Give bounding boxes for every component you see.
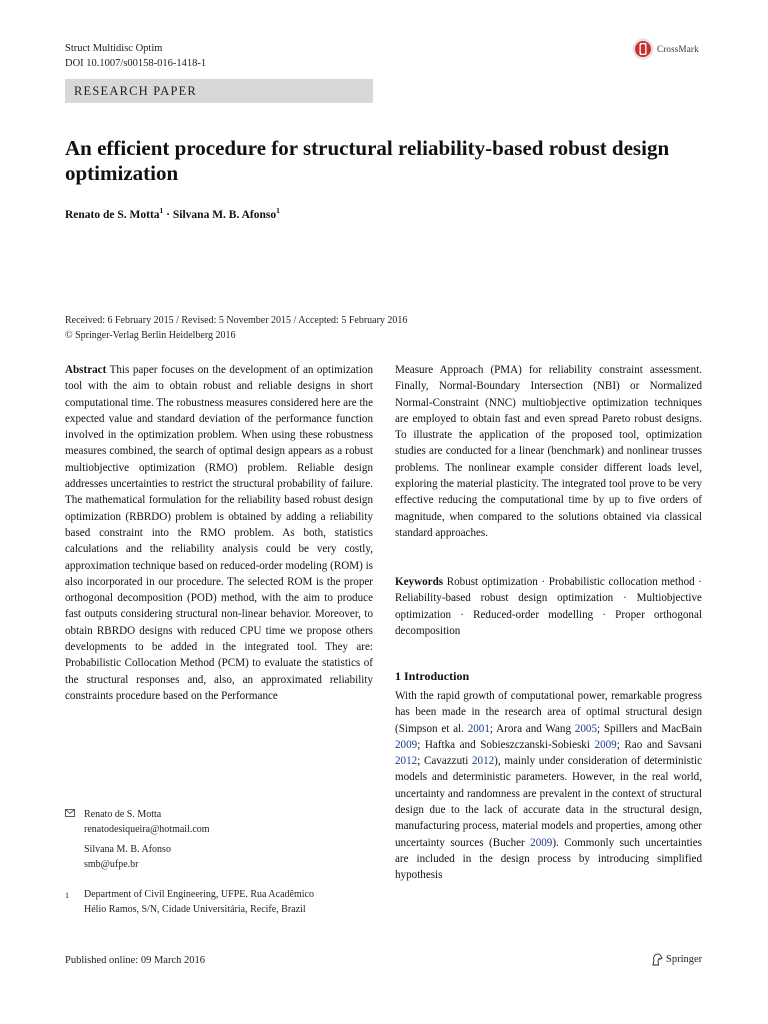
correspondence-name: Renato de S. Motta xyxy=(84,809,162,820)
introduction-paragraph xyxy=(395,688,702,884)
intro-text: ; Arora and Wang xyxy=(489,722,575,735)
citation-link[interactable]: 2005 xyxy=(574,722,597,735)
keywords-block xyxy=(395,574,702,639)
keywords-label: Keywords xyxy=(395,576,444,588)
correspondence-author-1 xyxy=(65,808,373,837)
citation-link[interactable]: 2012 xyxy=(471,755,495,768)
abstract-column-right: Measure Approach (PMA) for reliability constraint assessment. Finally, Normal-Boundary Intersection (NBI) or Normalized Normal-Constraint (NNC) multiobjective optimization techniques are employed to obtain fast and even spread Pareto robust designs. To illustrate the application of the proposed tool, optimization studies are conducted for a linear (benchmark) and nonlinear trusses problems. The nonlinear example consider different loads level, exploring the material plasticity. The integrated tool prove to be very effective reducing the computational time by up to five orders of magnitude, when compared to the solutions obtained via classical standard approaches. xyxy=(395,364,702,539)
abstract-label: Abstract xyxy=(65,364,107,376)
correspondence-email[interactable]: renatodesiqueira@hotmail.com xyxy=(84,823,210,835)
abstract-text: This paper focuses on the development of an optimization tool with the aim to obtain robust and reliable designs in short computational time. The robustness measures considered here are the expected value and standard deviation of the performance function involved in the optimization problem. When using these robustness measures combined, the search of optimal design appears as a robust multiobjective optimization (RMO) problem. Reliable design addresses uncertainties to restrict the structural probability of failure. The mathematical formulation for the reliability based robust design optimization (RBRDO) problem is obtained by adding a reliability based constraint into the RMO problem. As both, statistics calculations and the reliability analysis could be very costly, approximation technique based on reduced-order modeling (ROM) is also incorporated in our procedure. The selected ROM is the proper orthogonal decomposition (POD) method, with the aim to produce fast outputs considering structural non-linear behavior. Moreover, to obtain RBRDO designs with reduced CPU time we propose others developments to be added in the integrated tool. They are: Probabilistic Collocation Method (PCM) to evaluate the statistics of the structural responses and, also, an approximated reliability constraints procedure based on the Performance xyxy=(65,364,373,702)
publisher-name: Springer xyxy=(666,954,703,965)
article-type-banner: RESEARCH PAPER xyxy=(65,79,373,103)
crossmark-icon xyxy=(632,38,654,60)
intro-text: ). Commonly such uncertainties are included in the design process by introducing simplified hypothesis xyxy=(395,836,702,882)
keywords-text: Robust optimization · Probabilistic collocation method · Reliability-based robust design optimization · Multiobjective optimization · Reduced-order modelling · Proper orthogonal decomposition xyxy=(395,576,702,637)
intro-text: ; Haftka and Sobieszczanski-Sobieski xyxy=(417,738,595,751)
crossmark-badge[interactable] xyxy=(632,38,699,60)
citation-link[interactable]: 2009 xyxy=(594,738,617,751)
correspondence-email[interactable]: smb@ufpe.br xyxy=(84,858,139,870)
affiliation-number: 1 xyxy=(65,891,69,901)
author-separator: · xyxy=(163,208,173,221)
citation-link[interactable]: 2009 xyxy=(530,836,553,849)
intro-text: ), mainly under consideration of deterministic models and deterministic parameters. However, in the real world, uncertainty and randomness are prevalent in the context of structural design due to the lack of accurate data in the structural design, manufacturing process, material models and properties, among other uncertainty sources (Bucher xyxy=(395,755,703,849)
publication-history xyxy=(65,314,407,343)
intro-text: With the rapid growth of computational power, remarkable progress has been made in the research area of optimal structural design (Simpson et al. xyxy=(395,690,702,735)
author-name[interactable]: Renato de S. Motta xyxy=(65,208,160,221)
author-list xyxy=(65,206,280,221)
springer-horse-icon xyxy=(651,953,663,966)
citation-link[interactable]: 2009 xyxy=(395,738,418,751)
author-affiliation-mark: 1 xyxy=(276,206,280,215)
envelope-icon xyxy=(65,808,84,837)
received-revised-accepted: Received: 6 February 2015 / Revised: 5 November 2015 / Accepted: 5 February 2016 xyxy=(65,315,408,326)
published-online-date: Published online: 09 March 2016 xyxy=(65,955,205,966)
paper-title: An efficient procedure for structural reliability-based robust design optimization xyxy=(65,136,670,185)
crossmark-label: CrossMark xyxy=(657,44,699,54)
affiliation-line: Department of Civil Engineering, UFPE. Rua Acadêmico xyxy=(84,889,314,901)
copyright-line: © Springer-Verlag Berlin Heidelberg 2016 xyxy=(65,329,236,341)
section-heading-introduction: 1 Introduction xyxy=(395,669,470,683)
journal-name: Struct Multidisc Optim xyxy=(65,43,163,54)
intro-text: ; Rao and Savsani xyxy=(616,738,702,751)
correspondence-author-2 xyxy=(65,843,373,872)
intro-text: ; Cavazzuti xyxy=(417,755,472,768)
doi[interactable]: DOI 10.1007/s00158-016-1418-1 xyxy=(65,58,207,69)
correspondence-footnote xyxy=(65,808,373,918)
affiliation-note xyxy=(65,888,373,917)
intro-text: ; Spillers and MacBain xyxy=(596,722,703,735)
journal-header xyxy=(65,41,206,71)
correspondence-name: Silvana M. B. Afonso xyxy=(84,844,171,856)
abstract-column-left xyxy=(65,362,373,704)
citation-link[interactable]: 2001 xyxy=(467,722,490,735)
author-affiliation-mark: 1 xyxy=(159,206,164,215)
affiliation-line: Hélio Ramos, S/N, Cidade Universitária, Recife, Brazil xyxy=(84,903,306,915)
author-name[interactable]: Silvana M. B. Afonso xyxy=(172,208,277,221)
publisher-logo[interactable] xyxy=(651,953,702,966)
citation-link[interactable]: 2012 xyxy=(395,755,418,768)
